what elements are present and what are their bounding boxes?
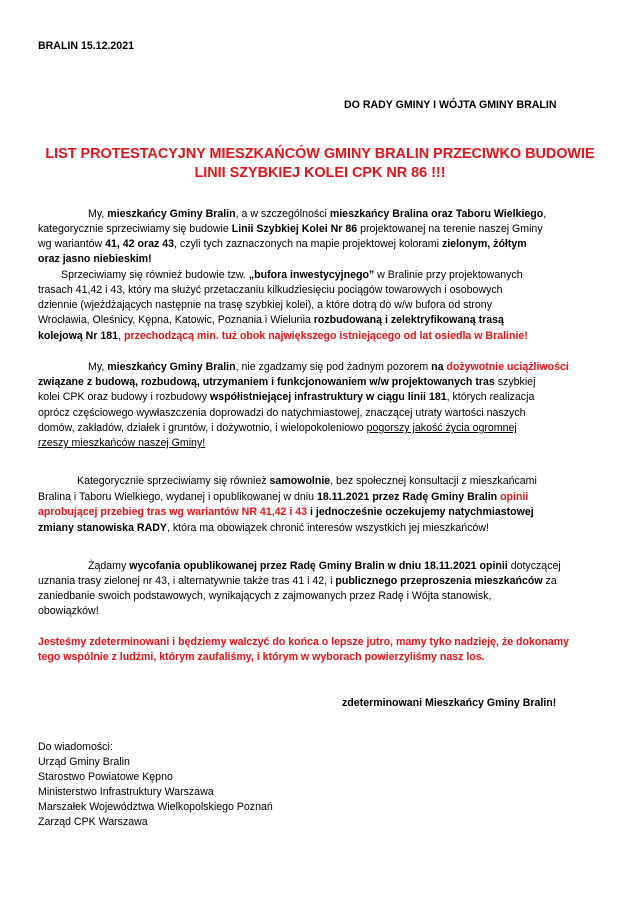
- cc-item: Zarząd CPK Warszawa: [38, 816, 148, 828]
- p2-line-5: kolejową Nr 181, przechodzącą min. tuż obok największego istniejącego od lat osiedla w Bralinie!: [38, 330, 528, 342]
- p4-line-1: Kategorycznie sprzeciwiamy się również samowolnie, bez społecznej konsultacji z mieszkańcami: [77, 475, 537, 487]
- p4-line-4: zmiany stanowiska RADY, która ma obowiązek chronić interesów wszystkich jej mieszkańców!: [38, 522, 489, 534]
- signature: zdeterminowani Mieszkańcy Gminy Bralin!: [342, 697, 557, 709]
- cc-item: Marszałek Województwa Wielkopolskiego Poznań: [38, 801, 273, 813]
- cc-item: Ministerstwo Infrastruktury Warszawa: [38, 786, 214, 798]
- p3-line-4: oprócz częściowego wywłaszczenia doprowadzi do natychmiastowej, znaczącej utraty wartości naszych: [38, 407, 526, 419]
- p1-line-2: kategorycznie sprzeciwiamy się budowie Linii Szybkiej Kolei Nr 86 projektowanej na terenie naszej Gminy: [38, 223, 543, 235]
- p1-line-3: wg wariantów 41, 42 oraz 43, czyli tych zaznaczonych na mapie projektowej kolorami zielonym, żółtym: [38, 238, 527, 250]
- cc-item: Urząd Gminy Bralin: [38, 756, 130, 768]
- p2-line-1: Sprzeciwiamy się również budowie tzw. „bufora inwestycyjnego” w Bralinie przy projektowanych: [61, 269, 523, 281]
- place-date: BRALIN 15.12.2021: [38, 40, 134, 52]
- p2-line-4: Wrocławia, Oleśnicy, Kępna, Katowic, Poznania i Wielunia rozbudowaną i zelektryfikowaną trasą: [38, 314, 504, 326]
- p2-line-3: dziennie (wjeżdżających następnie na trasę szybkiej kolei), a które dotrą do w/w bufora od strony: [38, 299, 493, 311]
- cc-item: Starostwo Powiatowe Kępno: [38, 771, 173, 783]
- p5-line-2: uznania trasy zielonej nr 43, i alternatywnie także tras 41 i 42, i publicznego przeproszenia mieszkańców za: [38, 575, 557, 587]
- document-title-line-1: LIST PROTESTACYJNY MIESZKAŃCÓW GMINY BRALIN PRZECIWKO BUDOWIE: [45, 146, 595, 162]
- p5-line-4: obowiązków!: [38, 605, 99, 617]
- p3-line-5: domów, zakładów, działek i gruntów, i dożywotnio, i wielopokoleniowo pogorszy jakość życia ogromnej: [38, 422, 517, 434]
- p3-line-2: związane z budową, rozbudową, utrzymaniem i funkcjonowaniem w/w projektowanych tras szybkiej: [38, 376, 536, 388]
- p2-line-2: trasach 41,42 i 43, który ma służyć przetaczaniu kilkudziesięciu pociągów towarowych i osobowych: [38, 284, 503, 296]
- p1-line-4: oraz jasno niebieskim!: [38, 253, 152, 265]
- recipient: DO RADY GMINY I WÓJTA GMINY BRALIN: [344, 99, 557, 111]
- p6-line-1: Jesteśmy zdeterminowani i będziemy walczyć do końca o lepsze jutro, mamy tyko nadzieję, że dokonamy: [38, 636, 570, 648]
- p3-line-6: rzeszy mieszkańców naszej Gminy!: [38, 437, 206, 449]
- p5-line-3: zaniedbanie swoich podstawowych, wynikających z zajmowanych przez Radę i Wójta stanowisk,: [38, 590, 492, 602]
- p5-line-1: Żądamy wycofania opublikowanej przez Radę Gminy Bralin w dniu 18.11.2021 opinii dotyczącej: [88, 560, 561, 572]
- p3-line-3: kolei CPK oraz budowy i rozbudowy współistniejącej infrastruktury w ciągu linii 181, których realizacja: [38, 391, 535, 403]
- document-title-line-2: LINII SZYBKIEJ KOLEI CPK NR 86 !!!: [194, 165, 446, 181]
- p4-line-2: Bralina i Taboru Wielkiego, wydanej i opublikowanej w dniu 18.11.2021 przez Radę Gminy Bralin opinii: [38, 491, 529, 503]
- p6-line-2: tego wspólnie z ludźmi, którym zaufaliśmy, i którym w wyborach powierzyliśmy nasz los.: [38, 651, 485, 663]
- p3-line-1: My, mieszkańcy Gminy Bralin, nie zgadzamy się pod żadnym pozorem na dożywotnie uciążliwości: [88, 361, 569, 373]
- p4-line-3: aprobującej przebieg tras wg wariantów NR 41,42 i 43 i jednocześnie oczekujemy natychmiastowej: [38, 506, 534, 518]
- p1-line-1: My, mieszkańcy Gminy Bralin, a w szczególności mieszkańcy Bralina oraz Taboru Wielkiego,: [88, 208, 547, 220]
- cc-heading: Do wiadomości:: [38, 741, 113, 753]
